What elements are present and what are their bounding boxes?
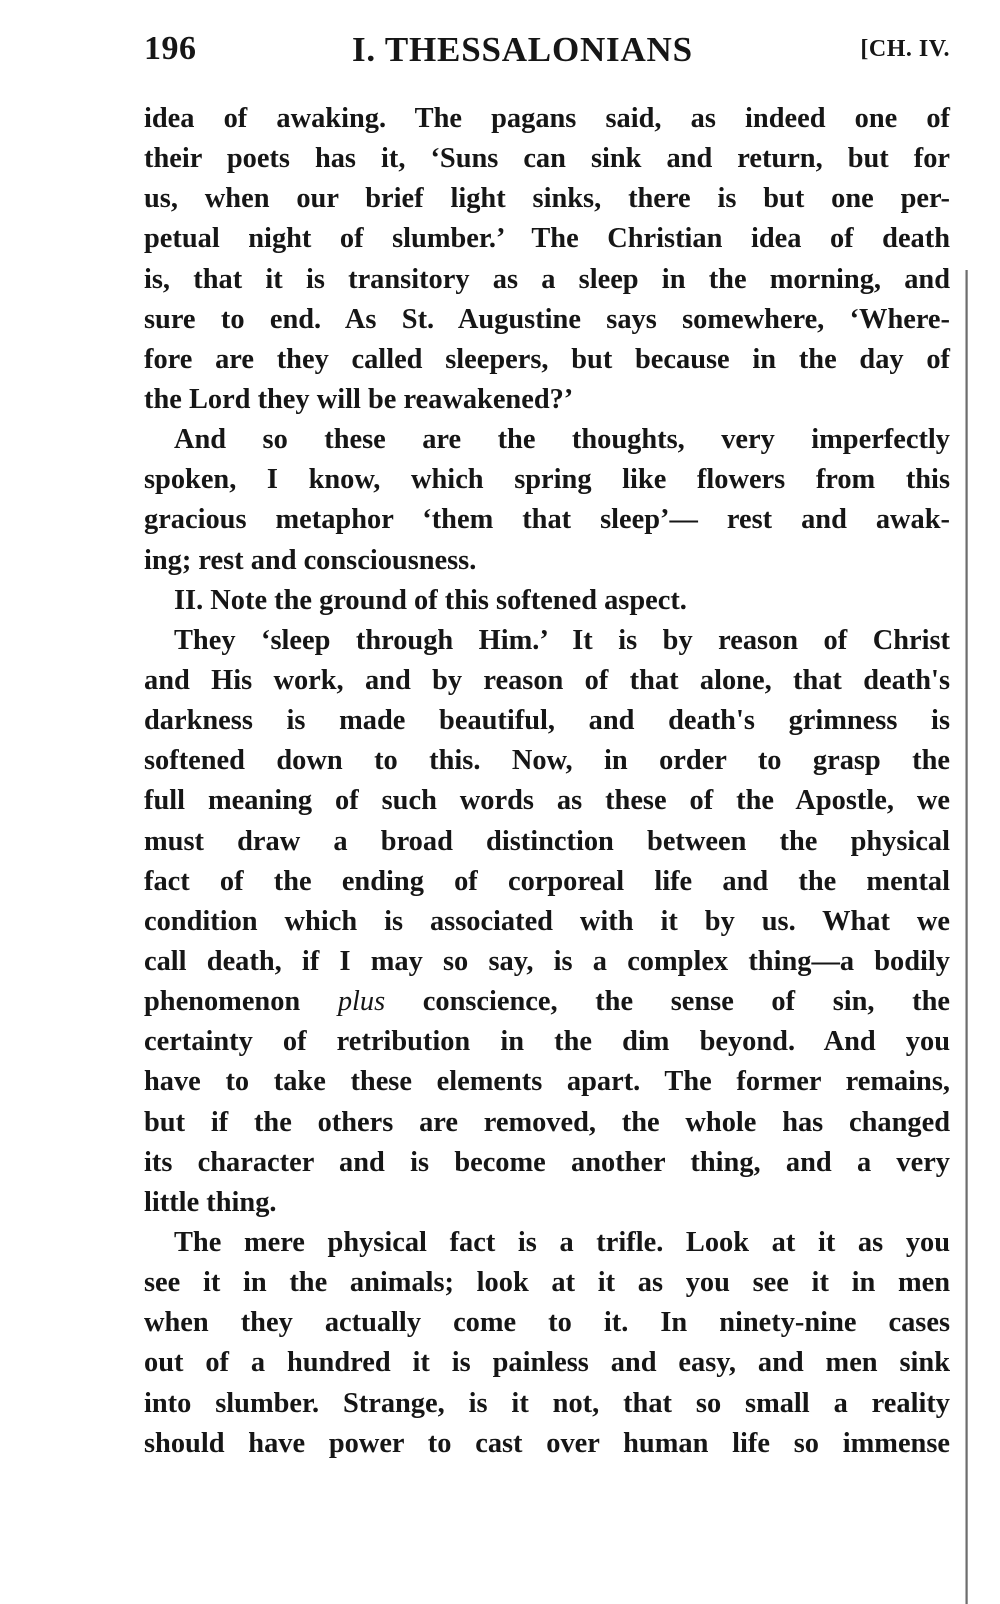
text-line: little thing. (144, 1186, 277, 1218)
section-heading: II. Note the ground of this softened aspect. (174, 584, 687, 616)
text-line: into slumber. Strange, is it not, that so small a reality (144, 1387, 950, 1419)
text-line: sure to end. As St. Augustine says somewhere, ‘Where- (144, 303, 950, 335)
text-fragment: conscience, the sense of sin, the (385, 986, 950, 1018)
text-line: when they actually come to it. In ninety-nine cases (144, 1307, 950, 1339)
text-line: see it in the animals; look at it as you see it in men (144, 1267, 950, 1299)
italic-word: plus (337, 986, 386, 1018)
page-edge-line (965, 270, 968, 1604)
text-line: gracious metaphor ‘them that sleep’— rest and awak- (144, 504, 950, 536)
text-line: fact of the ending of corporeal life and the mental (144, 865, 950, 897)
text-line: but if the others are removed, the whole has changed (144, 1106, 950, 1138)
chapter-reference: [CH. IV. (860, 36, 950, 62)
text-fragment: phenomenon (144, 986, 338, 1018)
body-text (144, 99, 950, 1464)
text-line: They ‘sleep through Him.’ It is by reason of Christ (174, 624, 950, 656)
text-line: petual night of slumber.’ The Christian idea of death (144, 223, 950, 255)
text-line: out of a hundred it is painless and easy, and men sink (144, 1347, 950, 1379)
text-line: condition which is associated with it by us. What we (144, 905, 950, 937)
text-line: their poets has it, ‘Suns can sink and return, but for (144, 143, 950, 175)
page-number: 196 (144, 30, 197, 67)
text-line: fore are they called sleepers, but because in the day of (144, 343, 950, 375)
text-line: us, when our brief light sinks, there is but one per- (144, 183, 950, 215)
text-line: and His work, and by reason of that alone, that death's (144, 664, 950, 696)
text-line: spoken, I know, which spring like flowers from this (144, 464, 950, 496)
text-line: And so these are the thoughts, very imperfectly (174, 424, 950, 456)
text-line: must draw a broad distinction between the physical (144, 825, 950, 857)
text-line: is, that it is transitory as a sleep in the morning, and (144, 263, 950, 295)
text-line: call death, if I may so say, is a complex thing—a bodily (144, 945, 950, 977)
text-line: idea of awaking. The pagans said, as indeed one of (144, 103, 950, 134)
text-line: ing; rest and consciousness. (144, 544, 477, 576)
text-line: its character and is become another thing, and a very (144, 1146, 950, 1178)
text-line: should have power to cast over human life so immense (144, 1427, 950, 1459)
text-line: The mere physical fact is a trifle. Look at it as you (174, 1226, 950, 1258)
text-line: full meaning of such words as these of the Apostle, we (144, 785, 950, 817)
book-title: I. THESSALONIANS (352, 30, 693, 69)
text-line: certainty of retribution in the dim beyond. And you (144, 1026, 950, 1058)
text-line: softened down to this. Now, in order to grasp the (144, 745, 950, 777)
text-line: the Lord they will be reawakened?’ (144, 383, 574, 415)
text-line: have to take these elements apart. The former remains, (144, 1066, 950, 1098)
text-line (144, 982, 950, 1022)
text-line: darkness is made beautiful, and death's grimness is (144, 705, 950, 737)
running-head (144, 30, 950, 74)
